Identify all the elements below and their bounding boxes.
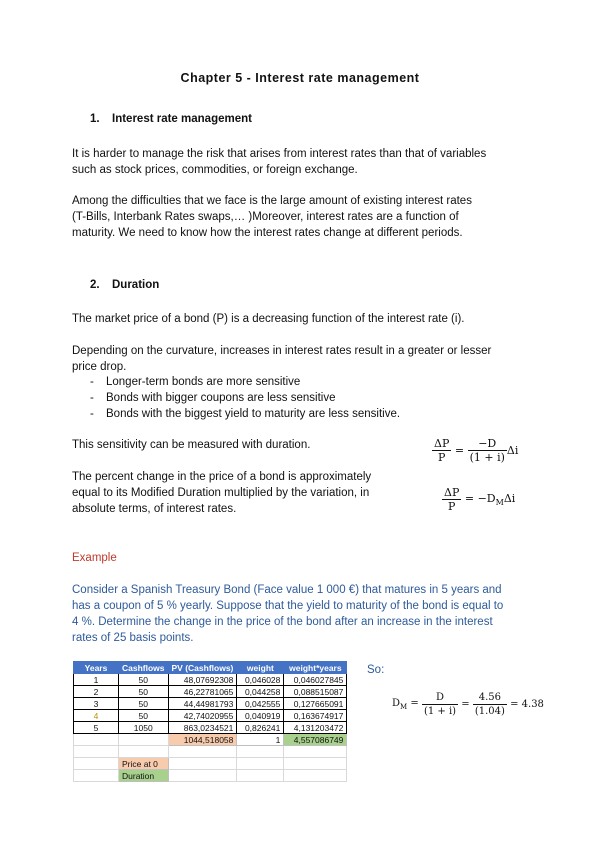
formula-denominator: (1.04) <box>474 706 505 717</box>
table-cell: 0,040919 <box>237 710 284 722</box>
section-1-paragraph-2 <box>72 193 472 241</box>
formula-lhs: D <box>392 698 401 709</box>
total-weight-cell: 1 <box>237 734 284 746</box>
section-1-number: 1. <box>90 113 100 125</box>
sensitivity-list <box>72 374 400 422</box>
table-row <box>74 674 347 686</box>
table-cell <box>74 758 119 770</box>
table-row <box>74 770 347 782</box>
formula-numerator: D <box>422 691 458 705</box>
formula-delta-i: Δi <box>503 491 516 505</box>
section-2-paragraph-1: The market price of a bond (P) is a decreasing function of the interest rate (i). <box>72 313 465 325</box>
page-title: Chapter 5 - Interest rate management <box>180 71 420 85</box>
sensitivity-text: This sensitivity can be measured with duration. <box>72 439 311 451</box>
text-line: (T-Bills, Interbank Rates swaps,… )Moreover, interest rates are a function of <box>72 211 459 223</box>
table-cell: 0,046028 <box>237 674 284 686</box>
text-line: maturity. We need to know how the interest rates change at different periods. <box>72 227 463 239</box>
formula-numerator: ΔP <box>434 437 450 450</box>
table-cell <box>237 746 284 758</box>
section-1-heading <box>90 113 252 125</box>
section-2-heading <box>90 279 159 291</box>
text-line: 4 %. Determine the change in the price of the bond after an increase in the interest <box>72 616 493 628</box>
table-cell: 1050 <box>119 722 169 734</box>
table-cell: 0,046027845 <box>284 674 347 686</box>
text-line: It is harder to manage the risk that arises from interest rates than that of variables <box>72 148 487 160</box>
table-cell: 0,088515087 <box>284 686 347 698</box>
table-cell <box>74 770 119 782</box>
text-line: absolute terms, of interest rates. <box>72 503 237 515</box>
text-line: rates of 25 basis points. <box>72 632 194 644</box>
formula-subscript: M <box>400 703 408 711</box>
table-header-row <box>74 662 347 674</box>
formula-numerator: ΔP <box>444 486 460 499</box>
total-pv-cell: 1044,518058 <box>168 734 237 746</box>
table-cell <box>237 758 284 770</box>
example-paragraph <box>72 582 503 646</box>
table-cell: 0,826241 <box>237 722 284 734</box>
formula-result: = 4.38 <box>510 699 544 710</box>
table-cell: 50 <box>119 674 169 686</box>
percent-change-paragraph <box>72 469 371 517</box>
formula-subscript: M <box>495 498 504 508</box>
so-label: So: <box>367 664 385 676</box>
table-cell <box>284 770 347 782</box>
table-cell: 863,0234521 <box>168 722 237 734</box>
table-total-row <box>74 734 347 746</box>
table-cell <box>119 746 169 758</box>
table-cell <box>74 746 119 758</box>
table-cell: 0,127665091 <box>284 698 347 710</box>
column-header: weight*years <box>284 662 347 674</box>
dm-result-formula: $D_M$ = $\frac{D}{(1 + i)}$ = $\frac{4.56}{(1.04)}$ = 4.38 <box>392 692 544 717</box>
price-label-cell: Price at 0 <box>119 758 169 770</box>
table-cell <box>168 770 237 782</box>
table-row <box>74 746 347 758</box>
table-cell: 4 <box>74 710 119 722</box>
column-header: PV (Cashflows) <box>168 662 237 674</box>
table-cell <box>237 770 284 782</box>
table-cell: 0,163674917 <box>284 710 347 722</box>
text-line: equal to its Modified Duration multiplied by the variation, in <box>72 487 370 499</box>
section-1-paragraph-1 <box>72 146 486 178</box>
column-header: weight <box>237 662 284 674</box>
column-header: Years <box>74 662 119 674</box>
formula-denominator: P <box>447 500 456 513</box>
formula-numerator: 4.56 <box>473 691 507 705</box>
table-cell <box>119 734 169 746</box>
table-cell: 3 <box>74 698 119 710</box>
duration-formula: $\frac{\Delta P}{P}$ = $\frac{-D}{(1 + i)}$ Δi <box>434 437 519 464</box>
table-cell: 0,042555 <box>237 698 284 710</box>
table-cell: 4,131203472 <box>284 722 347 734</box>
table-row <box>74 710 347 722</box>
table-cell: 50 <box>119 698 169 710</box>
formula-denominator: (1 + i) <box>469 451 505 464</box>
formula-denominator: (1 + i) <box>423 706 457 717</box>
table-cell: 2 <box>74 686 119 698</box>
table-cell: 48,07692308 <box>168 674 237 686</box>
table-cell: 5 <box>74 722 119 734</box>
section-2-number: 2. <box>90 279 100 291</box>
table-cell: 46,22781065 <box>168 686 237 698</box>
table-cell <box>74 734 119 746</box>
table-cell <box>168 758 237 770</box>
text-line: price drop. <box>72 361 127 373</box>
table-row <box>74 698 347 710</box>
formula-rhs: = −D <box>464 491 496 505</box>
table-cell: 1 <box>74 674 119 686</box>
table-cell <box>284 746 347 758</box>
section-1-title: Interest rate management <box>112 113 252 125</box>
text-line: has a coupon of 5 % yearly. Suppose that the yield to maturity of the bond is equal to <box>72 600 504 612</box>
table-cell <box>284 758 347 770</box>
table-row <box>74 758 347 770</box>
duration-label-cell: Duration <box>119 770 169 782</box>
modified-duration-formula <box>442 486 515 513</box>
table-row <box>74 722 347 734</box>
table-cell: 44,44981793 <box>168 698 237 710</box>
table-cell: 0,044258 <box>237 686 284 698</box>
text-line: The percent change in the price of a bond is approximately <box>72 471 372 483</box>
duration-table <box>73 661 347 782</box>
formula-denominator: P <box>437 451 446 464</box>
column-header: Cashflows <box>119 662 169 674</box>
list-item: - Longer-term bonds are more sensitive <box>72 374 400 390</box>
table-cell: 50 <box>119 686 169 698</box>
total-weight-years-cell: 4,557086749 <box>284 734 347 746</box>
text-line: Consider a Spanish Treasury Bond (Face value 1 000 €) that matures in 5 years and <box>72 584 502 596</box>
list-item: - Bonds with bigger coupons are less sensitive <box>72 390 400 406</box>
text-line: Depending on the curvature, increases in interest rates result in a greater or lesser <box>72 345 492 357</box>
section-2-paragraph-2 <box>72 343 491 375</box>
section-2-title: Duration <box>112 279 160 291</box>
table-cell <box>168 746 237 758</box>
text-line: Among the difficulties that we face is the large amount of existing interest rates <box>72 195 472 207</box>
formula-delta-i: Δi <box>506 444 519 457</box>
formula-numerator: −D <box>468 437 507 451</box>
example-label: Example <box>72 552 117 564</box>
table-row <box>74 686 347 698</box>
list-item: - Bonds with the biggest yield to maturity are less sensitive. <box>72 406 400 422</box>
table-cell: 50 <box>119 710 169 722</box>
table-cell: 42,74020955 <box>168 710 237 722</box>
text-line: such as stock prices, commodities, or foreign exchange. <box>72 164 358 176</box>
